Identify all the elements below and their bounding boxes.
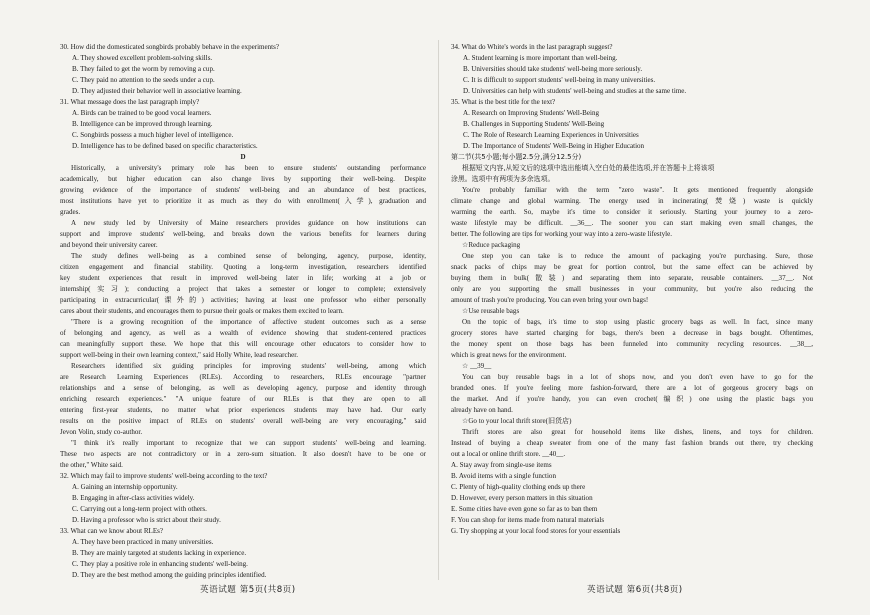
right-text-line: 34. What do White's words in the last paragraph suggest?	[451, 43, 613, 51]
right-text-line: D. Universities can help with students' well-being and studies at the same time.	[463, 87, 687, 95]
left-text-line: "I think it's really important to recognize that we can support students' well-being and learning.	[71, 439, 426, 447]
right-text-line: 35. What is the best title for the text?	[451, 98, 556, 106]
left-text-line: C. They play a positive role in enhancing students' well-being.	[72, 560, 248, 568]
page-footer-left: 英语试题 第5页(共8页)	[200, 585, 296, 595]
left-text-line: B. Intelligence can be improved through learning.	[72, 120, 213, 128]
right-text-line: waste lifestyle may be difficult. __36__. The sooner you can start making even small changes, the	[451, 219, 813, 227]
left-text-line: Researchers identified six guiding principles for improving students' well-being, among which	[71, 362, 426, 370]
left-text-line: C. Songbirds possess a much higher level of intelligence.	[72, 131, 234, 139]
left-text-line: the other," White said.	[60, 461, 123, 469]
right-text-line: B. Universities should take students' well-being more seriously.	[463, 65, 643, 73]
right-text-line: 根据短文内容,从短文后的选项中选出能填入空白处的最佳选项,并在答题卡上将该项	[462, 164, 715, 172]
right-text-line: better. The following are tips for working your way into a zero-waste lifestyle.	[451, 230, 672, 238]
page-footer-right: 英语试题 第6页(共8页)	[587, 585, 683, 595]
right-text-line: One step you can take is to reduce the amount of packaging you're purchasing. Sure, those	[462, 252, 813, 260]
left-text-line: C. Carrying out a long-term project with others.	[72, 505, 207, 513]
right-text-line: ☆Reduce packaging	[462, 241, 521, 249]
left-text-line: "There is a growing recognition of the importance of affective student outcomes such as a sense	[71, 318, 426, 326]
left-text-line: D. They are the best method among the guiding principles identified.	[72, 571, 267, 579]
right-text-line: C. The Role of Research Learning Experiences in Universities	[463, 131, 639, 139]
right-text-line: C. Plenty of high-quality clothing ends up there	[451, 483, 586, 491]
left-text-line: 30. How did the domesticated songbirds probably behave in the experiments?	[60, 43, 279, 51]
right-text-line: ☆ __39__	[462, 362, 492, 370]
right-text-line: On the topic of bags, it's time to stop using plastic grocery bags as well. In fact, since many	[462, 318, 813, 326]
left-text-line: 33. What can we know about RLEs?	[60, 527, 164, 535]
left-text-line: cares about their students, and encourages them to pursue their goals or makes them excited to learn.	[60, 307, 344, 315]
left-text-line: grades.	[60, 208, 81, 216]
left-text-line: support well-being in their own learning context," said Holly White, lead researcher.	[60, 351, 298, 359]
right-text-line: E. Some cities have even gone so far as to ban them	[451, 505, 598, 513]
left-text-line: A. Gaining an internship opportunity.	[72, 483, 178, 491]
left-text-line: D. Intelligence has to be defined based on specific characteristics.	[72, 142, 258, 150]
left-text-line: A. They have been practiced in many universities.	[72, 538, 214, 546]
right-text-line: D. The Importance of Students' Well-Being in Higher Education	[463, 142, 645, 150]
left-text-line: can meaningfully support these. We hope that this will encourage other educators to consider how to	[60, 340, 426, 348]
right-text-line: D. However, every person matters in this situation	[451, 494, 593, 502]
right-text-line: You can buy reusable bags in a lot of shops now, and you don't even have to go for the	[462, 373, 813, 381]
right-text-line: C. It is difficult to support students' well-being in many universities.	[463, 76, 656, 84]
left-text-line: B. They failed to get the worm by removing a cup.	[72, 65, 215, 73]
left-text-line: are Research Learning Experiences (RLEs). According to researchers, RLEs encourage "partner	[60, 373, 426, 381]
right-text-line: the money spent on those bags has been funneled into community recycling resources. __38__,	[451, 340, 813, 348]
left-text-line: Historically, a university's primary role has been to ensure students' outstanding performance	[71, 164, 426, 172]
right-text-line: only are you supporting the small businesses in your community, but you're also reducing the	[451, 285, 813, 293]
right-text-line: out a local or online thrift store. __40__.	[451, 450, 566, 458]
left-text-line: These two aspects are not contradictory or in a zero-sum situation. It also doesn't have to be one or	[60, 450, 426, 458]
left-column	[60, 42, 426, 581]
right-text-line: 涂黑。选项中有两项为多余选项。	[451, 175, 555, 183]
right-text-line: A. Student learning is more important than well-being.	[463, 54, 618, 62]
left-text-line: internship(实习); conducting a project that takes a semester or longer to complete; extensively	[60, 285, 426, 293]
right-column	[451, 42, 813, 537]
right-text-line: A. Research on Improving Students' Well-Being	[463, 109, 600, 117]
left-text-line: growing evidence of the importance of students' well-being and an abundance of best practices,	[60, 186, 426, 194]
right-text-line: amount of trash you're producing. You can even bring your own bags!	[451, 296, 649, 304]
column-divider	[438, 40, 439, 580]
right-text-line: 第二节(共5小题;每小题2.5分,满分12.5分)	[451, 153, 582, 161]
right-text-line: You're probably familiar with the term "zero waste". It gets mentioned frequently alongside	[462, 186, 813, 194]
right-text-line: branded ones. If you're feeling more fashion-forward, there are a lot of gorgeous grocery bags on	[451, 384, 813, 392]
left-text-line: support and improve students' well-being, and breaks down the various benefits for learners during	[60, 230, 426, 238]
right-text-line: which is great news for the environment.	[451, 351, 567, 359]
left-text-line: B. They are mainly targeted at students lacking in experience.	[72, 549, 247, 557]
left-text-line: The study defines well-being as a combined sense of belonging, agency, purpose, identity,	[71, 252, 426, 260]
left-text-line: of belonging and agency, as well as a wealth of evidence showing that student-centered practices	[60, 329, 426, 337]
left-text-line: A. Birds can be trained to be good vocal learners.	[72, 109, 212, 117]
left-text-line: 31. What message does the last paragraph imply?	[60, 98, 200, 106]
left-text-line: D. Having a professor who is strict about their study.	[72, 516, 221, 524]
left-text-line: C. They paid no attention to the seeds under a cup.	[72, 76, 215, 84]
left-text-line: academically, but higher education can also change lives by supporting their well-being. Despite	[60, 175, 426, 183]
right-text-line: Instead of buying a cheap sweater from one of the many fast fashion brands out there, try checking	[451, 439, 813, 447]
right-text-line: G. Try shopping at your local food stores for your essentials	[451, 527, 621, 535]
left-text-line: citizen engagement and financial stability. Quoting a long-term investigation, researchers identified	[60, 263, 426, 271]
left-text-line: 32. Which may fail to improve students' well-being according to the text?	[60, 472, 268, 480]
left-text-line: A new study led by University of Maine researchers provides guidance on how institutions can	[71, 219, 426, 227]
right-text-line: B. Avoid items with a single function	[451, 472, 556, 480]
right-text-line: Thrift stores are also great for household items like dishes, linens, and toys for children.	[462, 428, 813, 436]
right-text-line: A. Stay away from single-use items	[451, 461, 552, 469]
left-text-line: relationships and a sense of belonging, as well as developing agency, purpose and identity through	[60, 384, 426, 392]
left-text-line: A. They showed excellent problem-solving skills.	[72, 54, 213, 62]
left-text-line: B. Engaging in after-class activities widely.	[72, 494, 195, 502]
right-text-line: snack packs of chips may be great for portion control, but the same effect can be achieved by	[451, 263, 813, 271]
right-text-line: ☆Use reusable bags	[462, 307, 520, 315]
left-text-line: participating in extracurricular(课外的) activities; having at least one professor who either personally	[60, 296, 426, 304]
right-text-line: climate change and global warming. The energy used in incinerating(焚烧) waste is quickly	[451, 197, 813, 205]
left-text-line: most institutions have yet to prioritize it as much as they do with enrollment(入学), graduation and	[60, 197, 426, 205]
left-text-line: results on the positive impact of RLEs on students' overall well-being are very encouraging," said	[60, 417, 426, 425]
right-text-line: buying them in bulk(散装) and separating them into separate, reusable containers. __37__. Not	[451, 274, 813, 282]
left-text-line: D. They adjusted their behavior well in associative learning.	[72, 87, 242, 95]
left-text-line: entering first-year students, no matter what prior experiences students may have had. Our early	[60, 406, 426, 414]
right-text-line: warming the earth. So, maybe it's time to consider it seriously. Starting your journey to a zero-	[451, 208, 813, 216]
left-text-line: key student experiences that result in improved well-being later in life; working at a job or	[60, 274, 426, 282]
left-text-line: D	[240, 153, 246, 161]
left-text-line: Jevon Volin, study co-author.	[60, 428, 143, 436]
right-text-line: B. Challenges in Supporting Students' Well-Being	[463, 120, 605, 128]
right-text-line: already have on hand.	[451, 406, 513, 414]
right-text-line: the market. And if you're handy, you can even crochet(编织) one using the plastic bags you	[451, 395, 813, 403]
left-text-line: enriching research experiences." "A unique feature of our RLEs is that they are open to all	[60, 395, 426, 403]
right-text-line: F. You can shop for items made from natural materials	[451, 516, 605, 524]
left-text-line: and beyond their university career.	[60, 241, 158, 249]
right-text-line: ☆Go to your local thrift store(旧货店)	[462, 417, 572, 425]
right-text-line: grocery stores have started charging for bags, there's been a decrease in bags bought. Oftentimes,	[451, 329, 813, 337]
